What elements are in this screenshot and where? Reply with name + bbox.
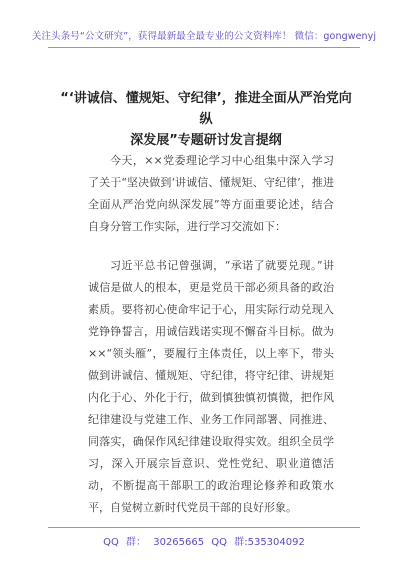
header-note: 关注头条号“公文研究”，获得最新最全最专业的公文资料库！ 微信：gongwenyj bbox=[31, 31, 377, 42]
title-line-1: “‘讲诚信、懂规矩、守纪律’，推进全面从严治党向纵 bbox=[60, 91, 352, 127]
footer-divider bbox=[48, 527, 360, 528]
header-divider bbox=[48, 47, 360, 48]
body-paragraph-main: 习近平总书记曾强调，“承诺了就要兑现。”讲诚信是做人的根本，更是党员干部必须具备的政治素质。要将初心使命牢记于心，用实际行动兑现入党铮铮誓言，用诚信践诺实现不懈奋斗目标。做为××“领头雁”，要履行主体责任，以上率下，带头做到讲诚信、懂规矩、守纪律，将守纪律、讲规矩内化于心、外化于行，做到慎独慎初慎微，把作风纪律建设与党建工作、业务工作同部署、同推进、同落实，确保作风纪律建设取得实效。组织全员学习，深入开展宗旨意识、党性党纪、职业道德活动，不断提高干部职工的政治理论修养和政策水平，自觉树立新时代党员干部的良好形象。 bbox=[88, 259, 334, 514]
title-line-2: 深发展”专题研讨发言提纲 bbox=[130, 133, 282, 148]
body-paragraph-intro: 今天，××党委理论学习中心组集中深入学习了关于“坚决做到‘讲诚信、懂规矩、守纪律’，推进全面从严治党向纵深发展”等方面重要论述，结合自身分管工作实际，进行学习交流如下： bbox=[88, 154, 334, 233]
footer-contact: QQ 群： 30265665 QQ 群:535304092 bbox=[103, 537, 305, 548]
document-title bbox=[60, 88, 352, 151]
